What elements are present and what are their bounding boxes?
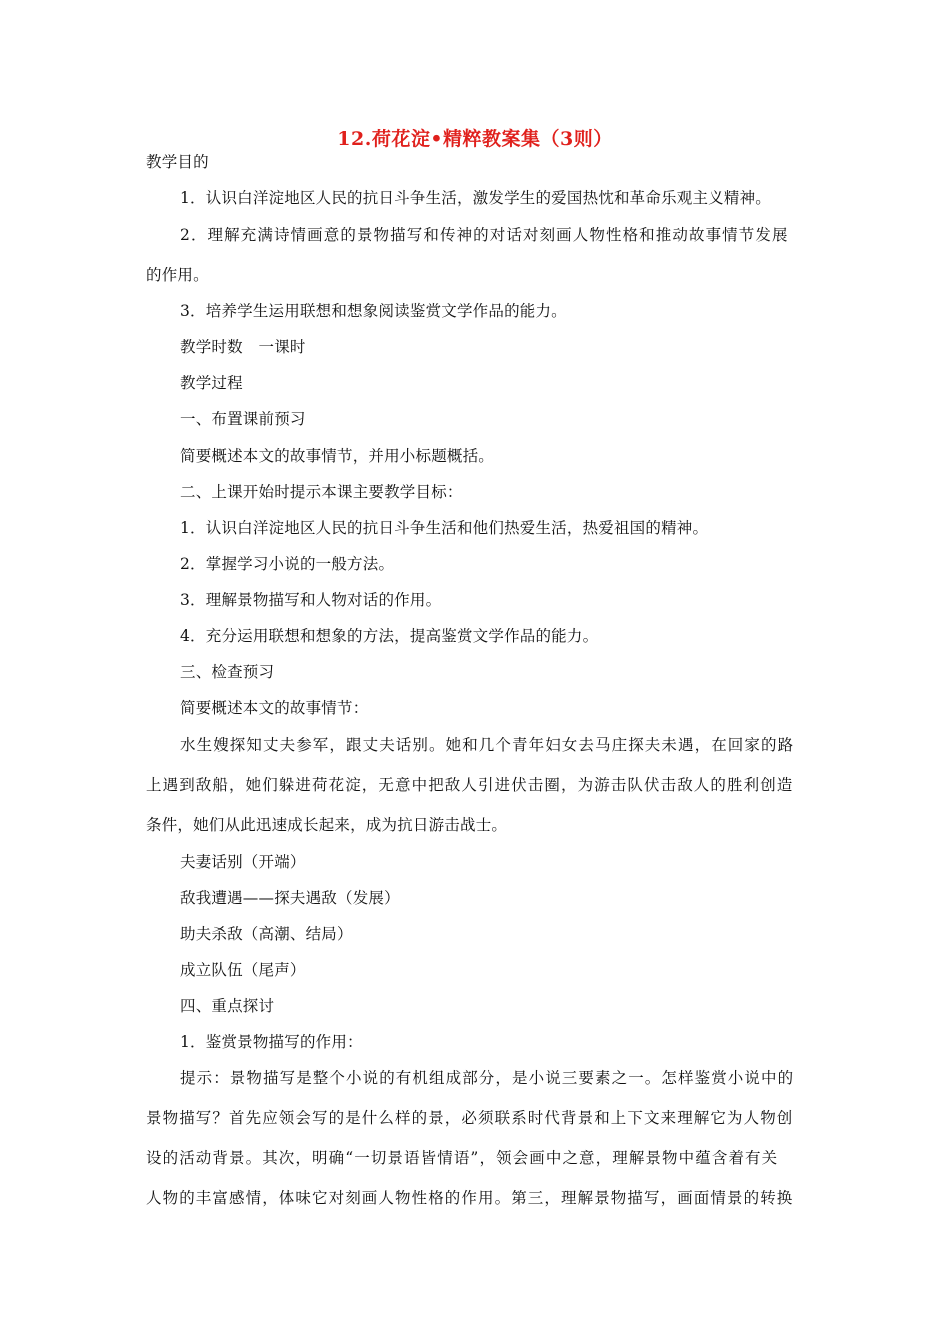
teaching-hours: 教学时数 一课时 [180,338,306,356]
focus-item-1: 1．鉴赏景物描写的作用： [180,1033,363,1051]
objective-item-3: 3．培养学生运用联想和想象阅读鉴赏文学作品的能力。 [180,302,567,320]
plot-summary-line-1: 水生嫂探知丈夫参军，跟丈夫话别。她和几个青年妇女去马庄探夫未遇，在回家的路 [180,736,795,754]
hint-line-3: 设的活动背景。其次，明确“一切景语皆情语”，领会画中之意，理解景物中蕴含着有关 [146,1149,779,1167]
hint-line-2: 景物描写？首先应领会写的是什么样的景，必须联系时代背景和上下文来理解它为人物创 [146,1109,794,1127]
objective-item-1: 1．认识白洋淀地区人民的抗日斗争生活，激发学生的爱国热忱和革命乐观主义精神。 [180,189,771,207]
subtitle-item-3: 助夫杀敌（高潮、结局） [180,925,353,943]
plot-summary-line-3: 条件，她们从此迅速成长起来，成为抗日游击战士。 [146,816,508,834]
objective-item-2-continued: 的作用。 [146,266,209,284]
section-heading-objectives: 教学目的 [146,153,209,171]
goal-item-2: 2．掌握学习小说的一般方法。 [180,555,395,573]
goal-item-4: 4．充分运用联想和想象的方法，提高鉴赏文学作品的能力。 [180,627,599,645]
subtitle-item-1: 夫妻话别（开端） [180,853,306,871]
document-title: 12.荷花淀•精粹教案集（3则） [337,128,613,150]
objective-item-2: 2．理解充满诗情画意的景物描写和传神的对话对刻画人物性格和推动故事情节发展 [180,226,789,244]
hint-line-4: 人物的丰富感情，体味它对刻画人物性格的作用。第三，理解景物描写，画面情景的转换 [146,1189,794,1207]
step-heading-2: 二、上课开始时提示本课主要教学目标： [180,483,463,501]
hint-line-1: 提示：景物描写是整个小说的有机组成部分，是小说三要素之一。怎样鉴赏小说中的 [180,1069,795,1087]
step-heading-3: 三、检查预习 [180,663,275,681]
step-3-intro: 简要概述本文的故事情节： [180,699,369,717]
goal-item-3: 3．理解景物描写和人物对话的作用。 [180,591,442,609]
step-heading-4: 四、重点探讨 [180,997,275,1015]
section-heading-process: 教学过程 [180,374,243,392]
plot-summary-line-2: 上遇到敌船，她们躲进荷花淀，无意中把敌人引进伏击圈，为游击队伏击敌人的胜利创造 [146,776,794,794]
subtitle-item-2: 敌我遭遇——探夫遇敌（发展） [180,889,400,907]
step-1-text: 简要概述本文的故事情节，并用小标题概括。 [180,447,495,465]
goal-item-1: 1．认识白洋淀地区人民的抗日斗争生活和他们热爱生活，热爱祖国的精神。 [180,519,709,537]
step-heading-1: 一、布置课前预习 [180,410,306,428]
subtitle-item-4: 成立队伍（尾声） [180,961,306,979]
